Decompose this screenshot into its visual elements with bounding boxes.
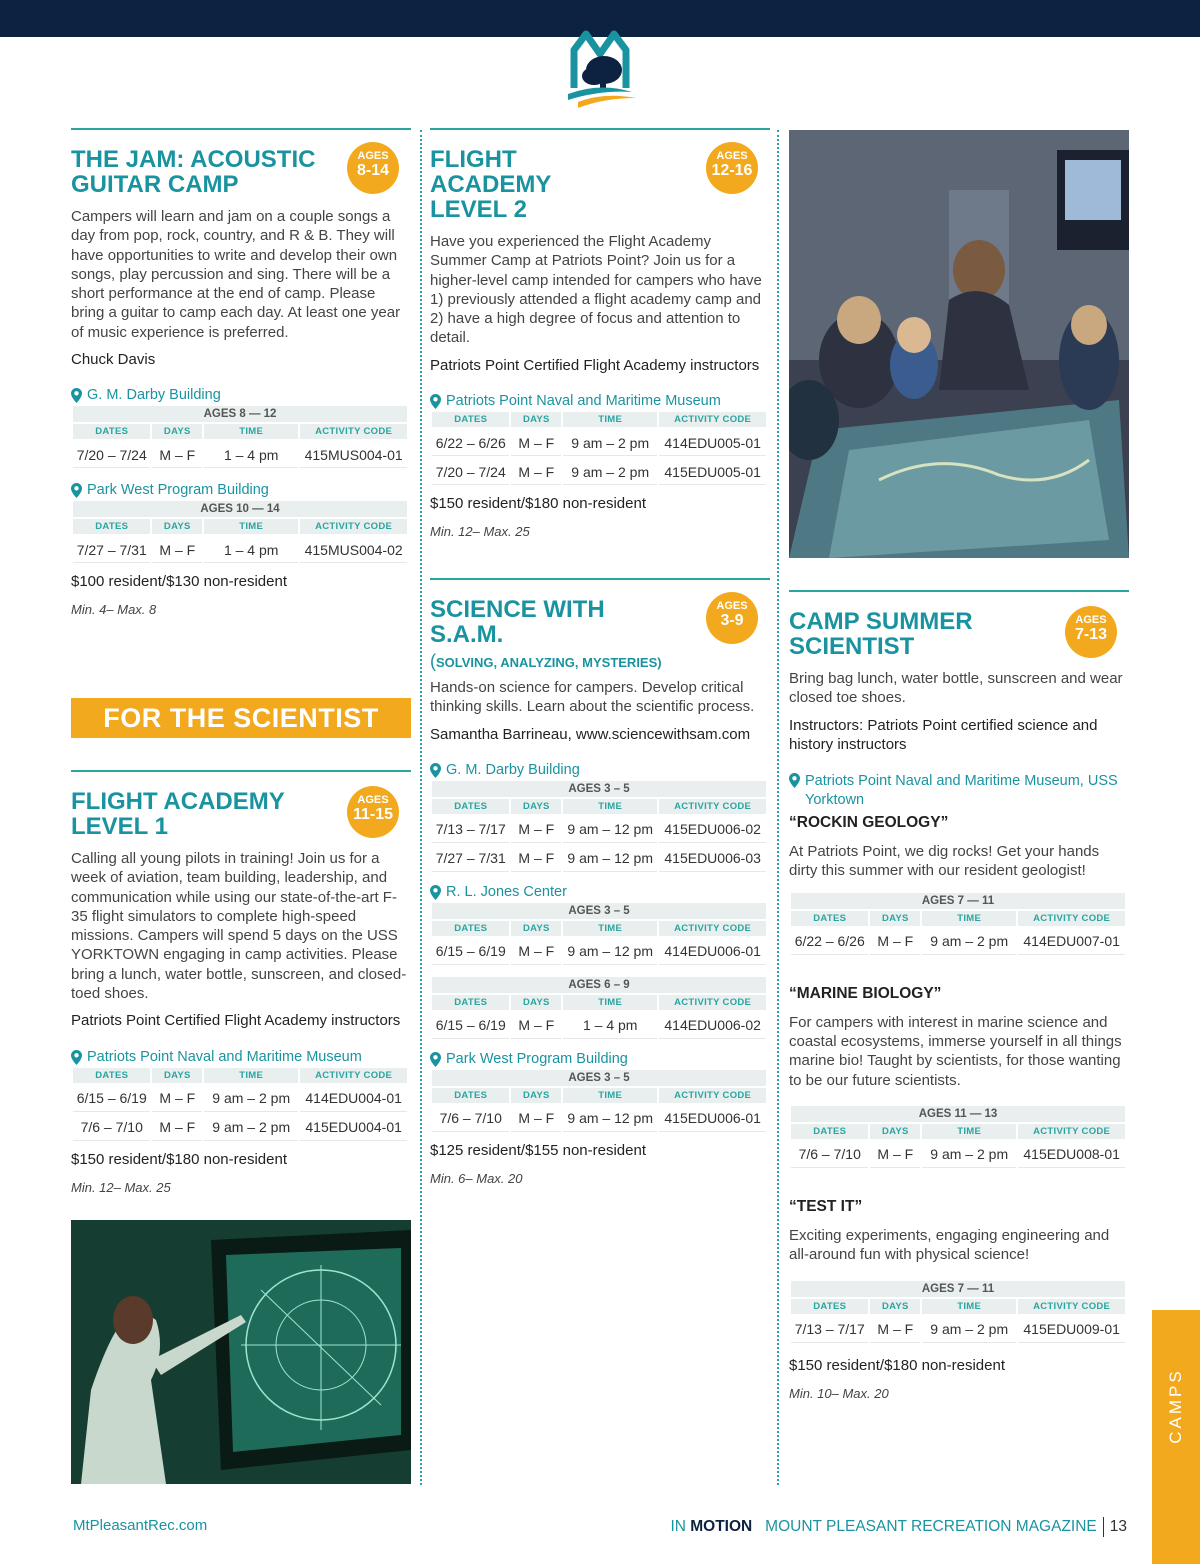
camp-instructor: Patriots Point Certified Flight Academy instructors	[430, 356, 760, 374]
table-row: 7/13 – 7/17 M – F 9 am – 2 pm 415EDU009-01	[791, 1316, 1125, 1343]
table-row: 7/6 – 7/10 M – F 9 am – 2 pm 415EDU008-01	[791, 1141, 1125, 1168]
schedule-table: AGES 8 — 12 DATES DAYS TIME ACTIVITY CODE 7/20 – 7/24 M – F 1 – 4 pm 415MUS004-01	[71, 404, 409, 470]
camp-price: $150 resident/$180 non-resident	[71, 1150, 287, 1168]
schedule-table: AGES 3 – 5 DATES DAYS TIME ACTIVITY CODE 6/15 – 6/19 M – F 9 am – 12 pm 414EDU006-01	[430, 901, 768, 967]
footer-magazine: IN MOTION MOUNT PLEASANT RECREATION MAGAZINE 13	[670, 1518, 1127, 1535]
jam-camp-section	[71, 128, 411, 617]
table-row: 7/20 – 7/24 M – F 1 – 4 pm 415MUS004-01	[73, 441, 407, 468]
session-description: At Patriots Point, we dig rocks! Get your hands dirty this summer with our resident geologist!	[789, 843, 1100, 880]
ages-row: AGES 3 – 5	[432, 903, 766, 919]
camp-title: FLIGHT ACADEMY LEVEL 2	[430, 146, 551, 223]
ages-badge: AGES 3-9	[706, 592, 758, 644]
kids-with-map-photo	[789, 130, 1129, 558]
location-link[interactable]: Patriots Point Naval and Maritime Museum	[71, 1049, 411, 1065]
session-description: For campers with interest in marine science and coastal ecosystems, immerse yourself in all things marine bio! Taught by scientists, for those wanting to be our future scientists.	[789, 1013, 1122, 1089]
ages-row: AGES 6 – 9	[432, 977, 766, 993]
map-pin-icon	[430, 763, 441, 778]
website-link[interactable]: MtPleasantRec.com	[73, 1517, 208, 1534]
camp-description: Campers will learn and jam on a couple songs a day from pop, rock, country, and R & B. They will have opportunities to write and develop their own songs, play percussion and sing. There will be a short performance at the end of camp. Please bring a guitar to camp each day. At least one year of music experience is preferred.	[71, 208, 401, 341]
table-row: 7/13 – 7/17 M – F 9 am – 12 pm 415EDU006-02	[432, 816, 766, 843]
location-link[interactable]: Patriots Point Naval and Maritime Museum	[430, 393, 770, 409]
table-row: 6/22 – 6/26 M – F 9 am – 2 pm 414EDU007-01	[791, 928, 1125, 955]
camp-title: FLIGHT ACADEMY LEVEL 1	[71, 788, 285, 840]
location-link[interactable]: Patriots Point Naval and Maritime Museum, USS Yorktown	[789, 772, 1129, 810]
camp-instructor: Samantha Barrineau, www.sciencewithsam.com	[430, 725, 751, 743]
camp-price: $100 resident/$130 non-resident	[71, 573, 287, 591]
section-banner: FOR THE SCIENTIST	[71, 698, 411, 738]
location-link[interactable]: G. M. Darby Building	[430, 762, 770, 778]
flight-simulator-photo	[71, 1220, 411, 1484]
ages-badge: AGES 7-13	[1065, 606, 1117, 658]
ages-row: AGES 3 – 5	[432, 781, 766, 797]
ages-row: AGES 7 — 11	[791, 1281, 1125, 1297]
camp-price: $125 resident/$155 non-resident	[430, 1141, 646, 1159]
schedule-table: AGES 7 — 11 DATES DAYS TIME ACTIVITY CODE 7/13 – 7/17 M – F 9 am – 2 pm 415EDU009-01	[789, 1279, 1127, 1345]
camp-price: $150 resident/$180 non-resident	[789, 1356, 1005, 1374]
ages-badge: AGES 11-15	[347, 786, 399, 838]
schedule-table: AGES 11 — 13 DATES DAYS TIME ACTIVITY CODE 7/6 – 7/10 M – F 9 am – 2 pm 415EDU008-01	[789, 1104, 1127, 1170]
ages-badge: AGES 12-16	[706, 142, 758, 194]
camp-subtitle: (SOLVING, ANALYZING, MYSTERIES)	[430, 651, 662, 671]
map-pin-icon	[430, 885, 441, 900]
camp-description: Bring bag lunch, water bottle, sunscreen and wear closed toe shoes.	[789, 670, 1123, 707]
map-pin-icon	[430, 394, 441, 409]
table-row: 7/27 – 7/31 M – F 9 am – 12 pm 415EDU006-03	[432, 845, 766, 872]
table-row: 6/22 – 6/26 M – F 9 am – 2 pm 414EDU005-01	[432, 429, 766, 456]
ages-row: AGES 7 — 11	[791, 893, 1125, 909]
footer-divider	[1103, 1517, 1104, 1537]
map-pin-icon	[789, 773, 800, 788]
camp-capacity: Min. 12– Max. 25	[430, 524, 530, 540]
camps-side-tab: CAMPS	[1152, 1310, 1200, 1564]
science-with-sam-section	[430, 578, 770, 1186]
location-link[interactable]: Park West Program Building	[71, 482, 411, 498]
camp-description: Calling all young pilots in training! Join us for a week of aviation, team building, leadership, and communication while using our state-of-the-art F-35 flight simulators to complete high-speed missions. Campers will spend 5 days on the USS YORKTOWN engaging in camp activities. Please bring a lunch, water bottle, sunscreen, and closed-toed shoes.	[71, 850, 407, 1003]
ages-row: AGES 3 – 5	[432, 1070, 766, 1086]
table-row: 7/20 – 7/24 M – F 9 am – 2 pm 415EDU005-01	[432, 458, 766, 485]
flight-academy-2-section	[430, 128, 770, 539]
table-row: 7/6 – 7/10 M – F 9 am – 12 pm 415EDU006-01	[432, 1105, 766, 1132]
flight-academy-1-section	[71, 770, 411, 1195]
camp-title: CAMP SUMMER SCIENTIST	[789, 608, 973, 660]
table-row: 7/27 – 7/31 M – F 1 – 4 pm 415MUS004-02	[73, 536, 407, 563]
schedule-table: AGES 6 – 9 DATES DAYS TIME ACTIVITY CODE 6/15 – 6/19 M – F 1 – 4 pm 414EDU006-02	[430, 975, 768, 1041]
map-pin-icon	[71, 483, 82, 498]
ages-row: AGES 11 — 13	[791, 1106, 1125, 1122]
map-pin-icon	[430, 1052, 441, 1067]
camp-description: Have you experienced the Flight Academy Summer Camp at Patriots Point? Join us for a higher-level camp intended for campers who have 1) previously attended a flight academy camp and 2) have a high degree of focus and attention to detail.	[430, 233, 762, 347]
schedule-table: DATES DAYS TIME ACTIVITY CODE 6/15 – 6/19 M – F 9 am – 2 pm 414EDU004-01 7/6 – 7/10 M – F 9 am – 2 pm 415EDU004-01	[71, 1066, 409, 1143]
column-divider	[777, 130, 779, 1485]
table-row: 7/6 – 7/10 M – F 9 am – 2 pm 415EDU004-01	[73, 1114, 407, 1141]
mount-pleasant-logo	[560, 26, 640, 108]
ages-row: AGES 8 — 12	[73, 406, 407, 422]
camp-capacity: Min. 6– Max. 20	[430, 1170, 523, 1186]
ages-badge: AGES 8-14	[347, 142, 399, 194]
session-description: Exciting experiments, engaging engineering and all-around fun with physical science!	[789, 1226, 1110, 1264]
camp-instructor: Chuck Davis	[71, 351, 156, 369]
camp-instructor: Patriots Point Certified Flight Academy instructors	[71, 1012, 401, 1030]
location-link[interactable]: Park West Program Building	[430, 1051, 770, 1067]
session-title: “TEST IT”	[789, 1197, 863, 1215]
location-link[interactable]: R. L. Jones Center	[430, 884, 770, 900]
page-number: 13	[1109, 1518, 1127, 1535]
camp-capacity: Min. 4– Max. 8	[71, 602, 157, 618]
table-row: 6/15 – 6/19 M – F 9 am – 2 pm 414EDU004-01	[73, 1085, 407, 1112]
camp-instructor: Instructors: Patriots Point certified science and history instructors	[789, 716, 1098, 753]
column-divider	[420, 130, 422, 1485]
map-pin-icon	[71, 388, 82, 403]
camp-description: Hands-on science for campers. Develop critical thinking skills. Learn about the scientific process.	[430, 679, 755, 716]
table-row: 6/15 – 6/19 M – F 1 – 4 pm 414EDU006-02	[432, 1012, 766, 1039]
camp-title: SCIENCE WITH S.A.M.	[430, 596, 605, 648]
schedule-table: AGES 10 — 14 DATES DAYS TIME ACTIVITY CODE 7/27 – 7/31 M – F 1 – 4 pm 415MUS004-02	[71, 499, 409, 565]
location-link[interactable]: G. M. Darby Building	[71, 387, 411, 403]
camp-title: THE JAM: ACOUSTIC GUITAR CAMP	[71, 146, 316, 198]
table-row: 6/15 – 6/19 M – F 9 am – 12 pm 414EDU006-01	[432, 938, 766, 965]
camp-price: $150 resident/$180 non-resident	[430, 495, 646, 513]
schedule-table: DATES DAYS TIME ACTIVITY CODE 6/22 – 6/26 M – F 9 am – 2 pm 414EDU005-01 7/20 – 7/24 M – F 9 am – 2 pm 415EDU005-01	[430, 410, 768, 487]
ages-row: AGES 10 — 14	[73, 501, 407, 517]
schedule-table: AGES 7 — 11 DATES DAYS TIME ACTIVITY CODE 6/22 – 6/26 M – F 9 am – 2 pm 414EDU007-01	[789, 891, 1127, 957]
camp-summer-scientist-section	[789, 590, 1129, 1401]
camp-capacity: Min. 10– Max. 20	[789, 1385, 889, 1401]
session-title: “MARINE BIOLOGY”	[789, 984, 942, 1002]
schedule-table: AGES 3 – 5 DATES DAYS TIME ACTIVITY CODE 7/13 – 7/17 M – F 9 am – 12 pm 415EDU006-02 7/27 – 7/31 M – F 9 am – 12 pm 415EDU006-03	[430, 779, 768, 874]
camp-capacity: Min. 12– Max. 25	[71, 1179, 171, 1195]
map-pin-icon	[71, 1050, 82, 1065]
session-title: “ROCKIN GEOLOGY”	[789, 814, 949, 832]
schedule-table: AGES 3 – 5 DATES DAYS TIME ACTIVITY CODE 7/6 – 7/10 M – F 9 am – 12 pm 415EDU006-01	[430, 1068, 768, 1134]
